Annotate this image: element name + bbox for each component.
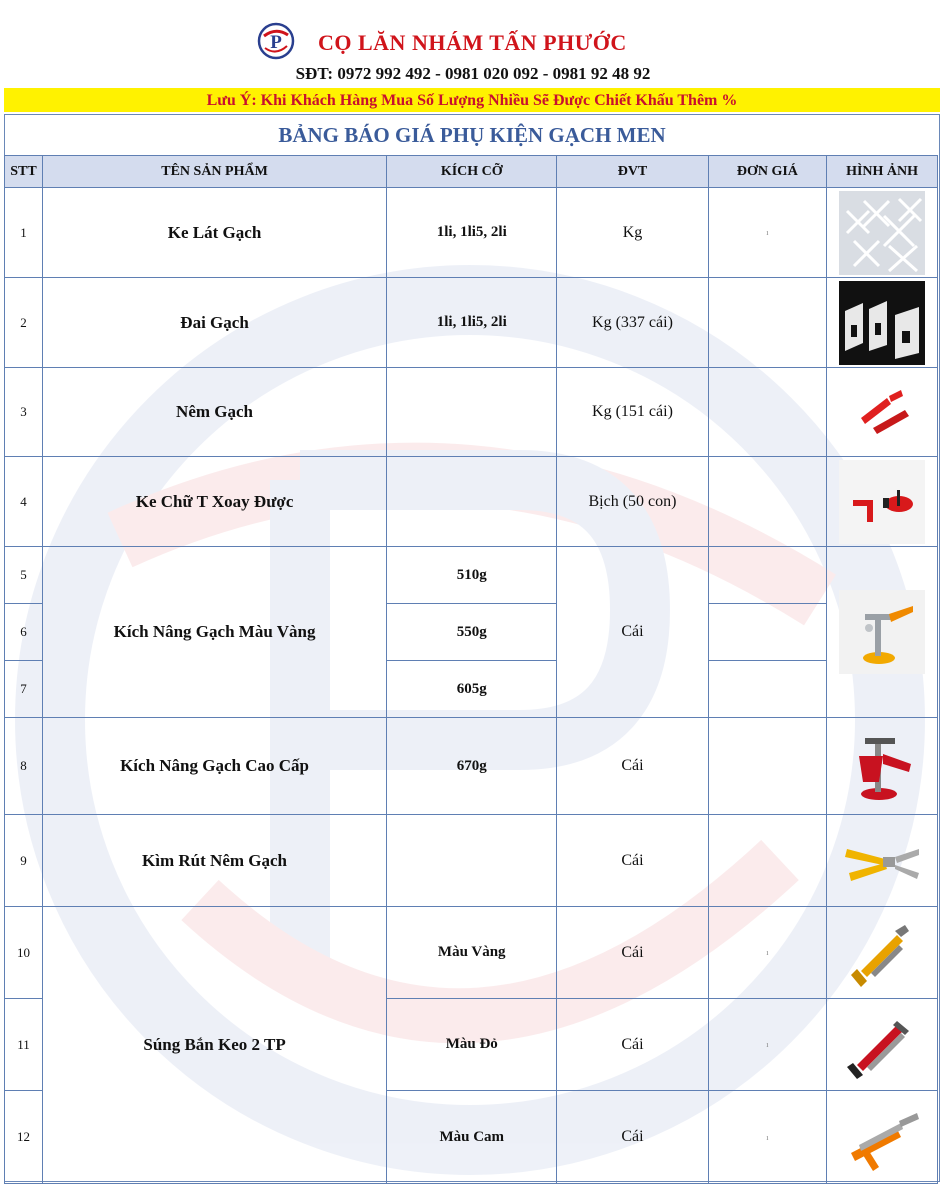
table-row (5, 907, 938, 999)
product-price (708, 661, 826, 718)
product-size: Màu Đỏ (387, 999, 557, 1091)
table-row (5, 547, 938, 604)
product-image-cell (827, 907, 938, 999)
product-price: ı (708, 1091, 826, 1184)
product-price (708, 547, 826, 604)
row-stt: 3 (5, 368, 43, 457)
product-size: 1li, 1li5, 2li (387, 278, 557, 368)
table-title: BẢNG BÁO GIÁ PHỤ KIỆN GẠCH MEN (278, 123, 666, 147)
product-unit: Kg (557, 188, 708, 278)
table-row (5, 278, 938, 368)
product-image-cell (827, 1091, 938, 1184)
price-table (4, 155, 938, 1184)
product-name: Ke Chữ T Xoay Được (42, 457, 386, 547)
product-size: 670g (387, 718, 557, 815)
product-image-cell (827, 188, 938, 278)
product-size: 1li, 1li5, 2li (387, 188, 557, 278)
product-size: 550g (387, 604, 557, 661)
phone-numbers: SĐT: 0972 992 492 - 0981 020 092 - 0981 92 48 92 (295, 64, 651, 83)
product-image-cell (827, 457, 938, 547)
leveling-clip-icon (839, 281, 925, 365)
row-stt: 10 (5, 907, 43, 999)
col-stt: STT (5, 156, 43, 188)
col-size: KÍCH CỠ (387, 156, 557, 188)
table-row (5, 815, 938, 907)
yellow-tile-lifter-icon (839, 590, 925, 674)
product-size (387, 457, 557, 547)
row-stt: 11 (5, 999, 43, 1091)
row-stt: 5 (5, 547, 43, 604)
row-stt: 1 (5, 188, 43, 278)
product-price (708, 604, 826, 661)
product-unit: Cái (557, 718, 708, 815)
wedge-pliers-icon (839, 819, 925, 903)
company-logo-icon (257, 22, 295, 60)
product-name: Kìm Rút Nêm Gạch (42, 815, 386, 907)
row-stt: 9 (5, 815, 43, 907)
product-size (387, 815, 557, 907)
product-price (708, 457, 826, 547)
row-stt: 2 (5, 278, 43, 368)
table-row (5, 368, 938, 457)
product-size: Màu Vàng (387, 907, 557, 999)
red-tile-lifter-icon (839, 724, 925, 808)
col-product-name: TÊN SẢN PHẨM (42, 156, 386, 188)
row-stt: 6 (5, 604, 43, 661)
product-price (708, 368, 826, 457)
product-unit: Cái (557, 999, 708, 1091)
row-stt: 8 (5, 718, 43, 815)
product-name: Đai Gạch (42, 278, 386, 368)
product-unit: Cái (557, 1091, 708, 1184)
discount-note: Lưu Ý: Khi Khách Hàng Mua Số Lượng Nhiều Sẽ Được Chiết Khấu Thêm % (4, 88, 940, 112)
product-unit: Bịch (50 con) (557, 457, 708, 547)
red-glue-gun-icon (839, 1003, 925, 1087)
table-row (5, 718, 938, 815)
product-unit: Kg (337 cái) (557, 278, 708, 368)
col-unit: ĐVT (557, 156, 708, 188)
product-name: Súng Bắn Keo 2 TP (42, 907, 386, 1184)
row-stt: 7 (5, 661, 43, 718)
red-wedge-icon (839, 370, 925, 454)
table-row (5, 188, 938, 278)
product-size: 510g (387, 547, 557, 604)
product-unit: Kg (151 cái) (557, 368, 708, 457)
row-stt: 12 (5, 1091, 43, 1184)
col-price: ĐƠN GIÁ (708, 156, 826, 188)
yellow-glue-gun-icon (839, 911, 925, 995)
product-price: ı (708, 907, 826, 999)
product-unit: Cái (557, 547, 708, 718)
product-name: Kích Nâng Gạch Màu Vàng (42, 547, 386, 718)
product-image-cell (827, 718, 938, 815)
product-image-cell (827, 999, 938, 1091)
product-image-cell (827, 278, 938, 368)
product-size (387, 368, 557, 457)
product-name: Kích Nâng Gạch Cao Cấp (42, 718, 386, 815)
product-unit: Cái (557, 815, 708, 907)
product-price: ı (708, 999, 826, 1091)
product-name: Nêm Gạch (42, 368, 386, 457)
row-stt: 4 (5, 457, 43, 547)
price-table-frame (4, 114, 940, 1182)
product-price (708, 278, 826, 368)
product-image-cell (827, 547, 938, 718)
orange-glue-gun-icon (839, 1095, 925, 1179)
product-price (708, 718, 826, 815)
col-image: HÌNH ẢNH (827, 156, 938, 188)
product-unit: Cái (557, 907, 708, 999)
product-image-cell (827, 815, 938, 907)
table-row (5, 457, 938, 547)
company-name: CỌ LĂN NHÁM TẤN PHƯỚC (318, 30, 627, 55)
rotating-t-spacer-icon (839, 460, 925, 544)
tile-spacer-cross-icon (839, 191, 925, 275)
product-name: Ke Lát Gạch (42, 188, 386, 278)
product-size: 605g (387, 661, 557, 718)
product-size: Màu Cam (387, 1091, 557, 1184)
product-price (708, 815, 826, 907)
product-price: ı (708, 188, 826, 278)
product-image-cell (827, 368, 938, 457)
logo-letter: P (270, 32, 282, 53)
table-header-row (5, 156, 938, 188)
